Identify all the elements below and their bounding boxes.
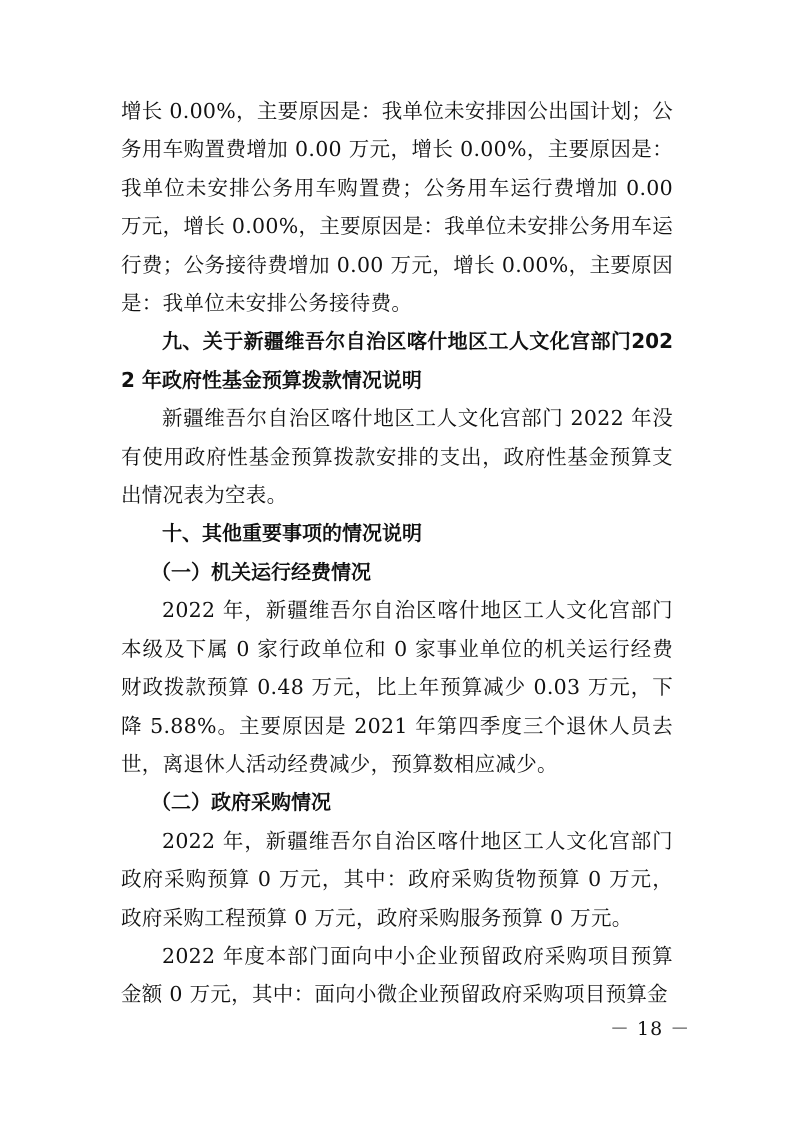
paragraph-procurement: 2022 年，新疆维吾尔自治区喀什地区工人文化宫部门政府采购预算 0 万元，其中：政府采购货物预算 0 万元，政府采购工程预算 0 万元，政府采购服务预算 0 万元。 bbox=[121, 828, 673, 930]
paragraph-three-public-expenses: 增长 0.00%，主要原因是：我单位未安排因公出国计划；公务用车购置费增加 0.00 万元，增长 0.00%，主要原因是：我单位未安排公务用车购置费；公务用车运行费增加 0.00 万元，增长 0.00%，主要原因是：我单位未安排公务用车运行费；公务接待费增加 0.00 万元，增长 0.00%，主要原因是：我单位未安排公务接待费。 bbox=[121, 99, 673, 316]
paragraph-government-fund: 新疆维吾尔自治区喀什地区工人文化宫部门 2022 年没有使用政府性基金预算拨款安排的支出，政府性基金预算支出情况表为空表。 bbox=[121, 406, 673, 508]
subsection-heading-operating-expenses: （一）机关运行经费情况 bbox=[151, 559, 371, 584]
paragraph-operating-expenses: 2022 年，新疆维吾尔自治区喀什地区工人文化宫部门本级及下属 0 家行政单位和 0 家事业单位的机关运行经费财政拨款预算 0.48 万元，比上年预算减少 0.03 万元，下降 5.88%。主要原因是 2021 年第四季度三个退休人员去世，离退休人活动经费减少，预算数相应减少。 bbox=[121, 598, 673, 776]
page-number: － 18 － bbox=[610, 1018, 691, 1040]
paragraph-sme-reserved: 2022 年度本部门面向中小企业预留政府采购项目预算金额 0 万元，其中：面向小微企业预留政府采购项目预算金 bbox=[121, 943, 673, 1007]
section-heading-nine: 九、关于新疆维吾尔自治区喀什地区工人文化宫部门2022 年政府性基金预算拨款情况说明 bbox=[121, 329, 673, 392]
subsection-heading-procurement: （二）政府采购情况 bbox=[151, 790, 331, 815]
document-page bbox=[121, 92, 673, 1014]
section-heading-ten: 十、其他重要事项的情况说明 bbox=[162, 521, 422, 546]
